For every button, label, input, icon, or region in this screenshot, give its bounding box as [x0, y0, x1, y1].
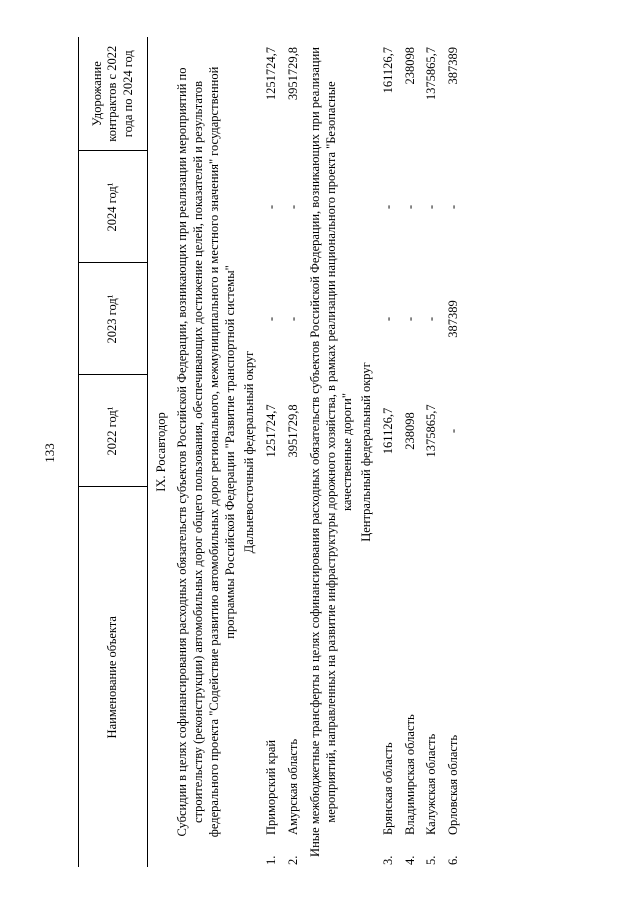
header-2023: 2023 год¹	[79, 263, 148, 375]
row-increase: 1375865,7	[424, 46, 439, 101]
row-2023: -	[285, 316, 300, 322]
section-title-row	[148, 37, 172, 867]
section-description: Субсидии в целях софинансирования расходных обязательств субъектов Российской Федерации, возникающих при реализации мероприятий по строительству (реконструкции) автомобильных дорог общего пользования, обеспечивающих достижение целей, показателей и результатов федерального проекта "Содействие развитию автомобильных дорог регионального, межмуниципального и местного значения" государственной программы Российской Федерации "Развитие транспортной системы"	[174, 66, 237, 838]
row-2024: -	[264, 204, 279, 210]
row-name: Приморский край	[264, 739, 279, 835]
row-2022: 1375865,7	[424, 404, 439, 458]
row-2023: 387389	[446, 300, 460, 338]
table-row	[261, 37, 283, 867]
rotated-sheet	[78, 37, 568, 867]
section-title: IX. Росавтодор	[154, 412, 168, 492]
okrug-title: Дальневосточный федеральный округ	[241, 350, 256, 554]
row-increase: 387389	[446, 46, 460, 85]
okrug-title: Центральный федеральный округ	[358, 362, 373, 542]
header-name: Наименование объекта	[79, 487, 148, 867]
header-2022: 2022 год¹	[79, 375, 148, 487]
row-name: Орловская область	[446, 734, 460, 835]
row-2024: -	[424, 204, 439, 210]
section-description-row	[305, 37, 357, 867]
row-num: 2.	[285, 855, 300, 865]
okrug-row	[240, 37, 262, 867]
row-2022: 161126,7	[381, 407, 396, 455]
row-name: Калужская область	[424, 733, 439, 835]
okrug-row	[357, 37, 379, 867]
row-num: 5.	[424, 855, 439, 865]
row-2024: -	[381, 204, 396, 210]
row-num: 6.	[446, 855, 460, 865]
table-row	[283, 37, 305, 867]
data-table	[78, 37, 465, 867]
row-2022: 3951729,8	[285, 404, 300, 458]
row-name: Брянская область	[381, 742, 396, 835]
row-2023: -	[381, 316, 396, 322]
row-num: 1.	[264, 855, 279, 865]
header-2024: 2024 год¹	[79, 151, 148, 263]
table-row	[421, 37, 443, 867]
row-name: Амурская область	[285, 738, 300, 835]
row-num: 4.	[402, 855, 417, 865]
row-2023: -	[402, 316, 417, 322]
section-description: Иные межбюджетные трансферты в целях софинансирования расходных обязательств субъектов Российской Федерации, возникающих при реализации мероприятий, направленных на развитие инфраструктуры дорожного хозяйства, в рамках реализации национального проекта "Безопасные качественные дороги"	[307, 47, 354, 857]
row-increase: 3951729,8	[285, 46, 300, 101]
row-2024: -	[285, 204, 300, 210]
row-2023: -	[264, 316, 279, 322]
row-2022: -	[446, 428, 460, 434]
row-num: 3.	[381, 855, 396, 865]
row-2022: 238098	[402, 412, 417, 450]
section-description-row	[172, 37, 240, 867]
header-increase: Удорожание контрактов с 2022 года по 2024 год	[79, 37, 148, 151]
row-increase: 1251724,7	[264, 46, 279, 101]
table-row	[443, 37, 465, 867]
page-number: 133	[42, 443, 57, 463]
row-2023: -	[424, 316, 439, 322]
row-increase: 238098	[402, 46, 417, 85]
row-2024: -	[402, 204, 417, 210]
row-name: Владимирская область	[402, 714, 417, 835]
row-increase: 161126,7	[381, 46, 396, 94]
table-row	[400, 37, 422, 867]
table-header-row	[79, 37, 148, 867]
row-2022: 1251724,7	[264, 404, 279, 458]
row-2024: -	[446, 204, 460, 210]
table-row	[378, 37, 400, 867]
